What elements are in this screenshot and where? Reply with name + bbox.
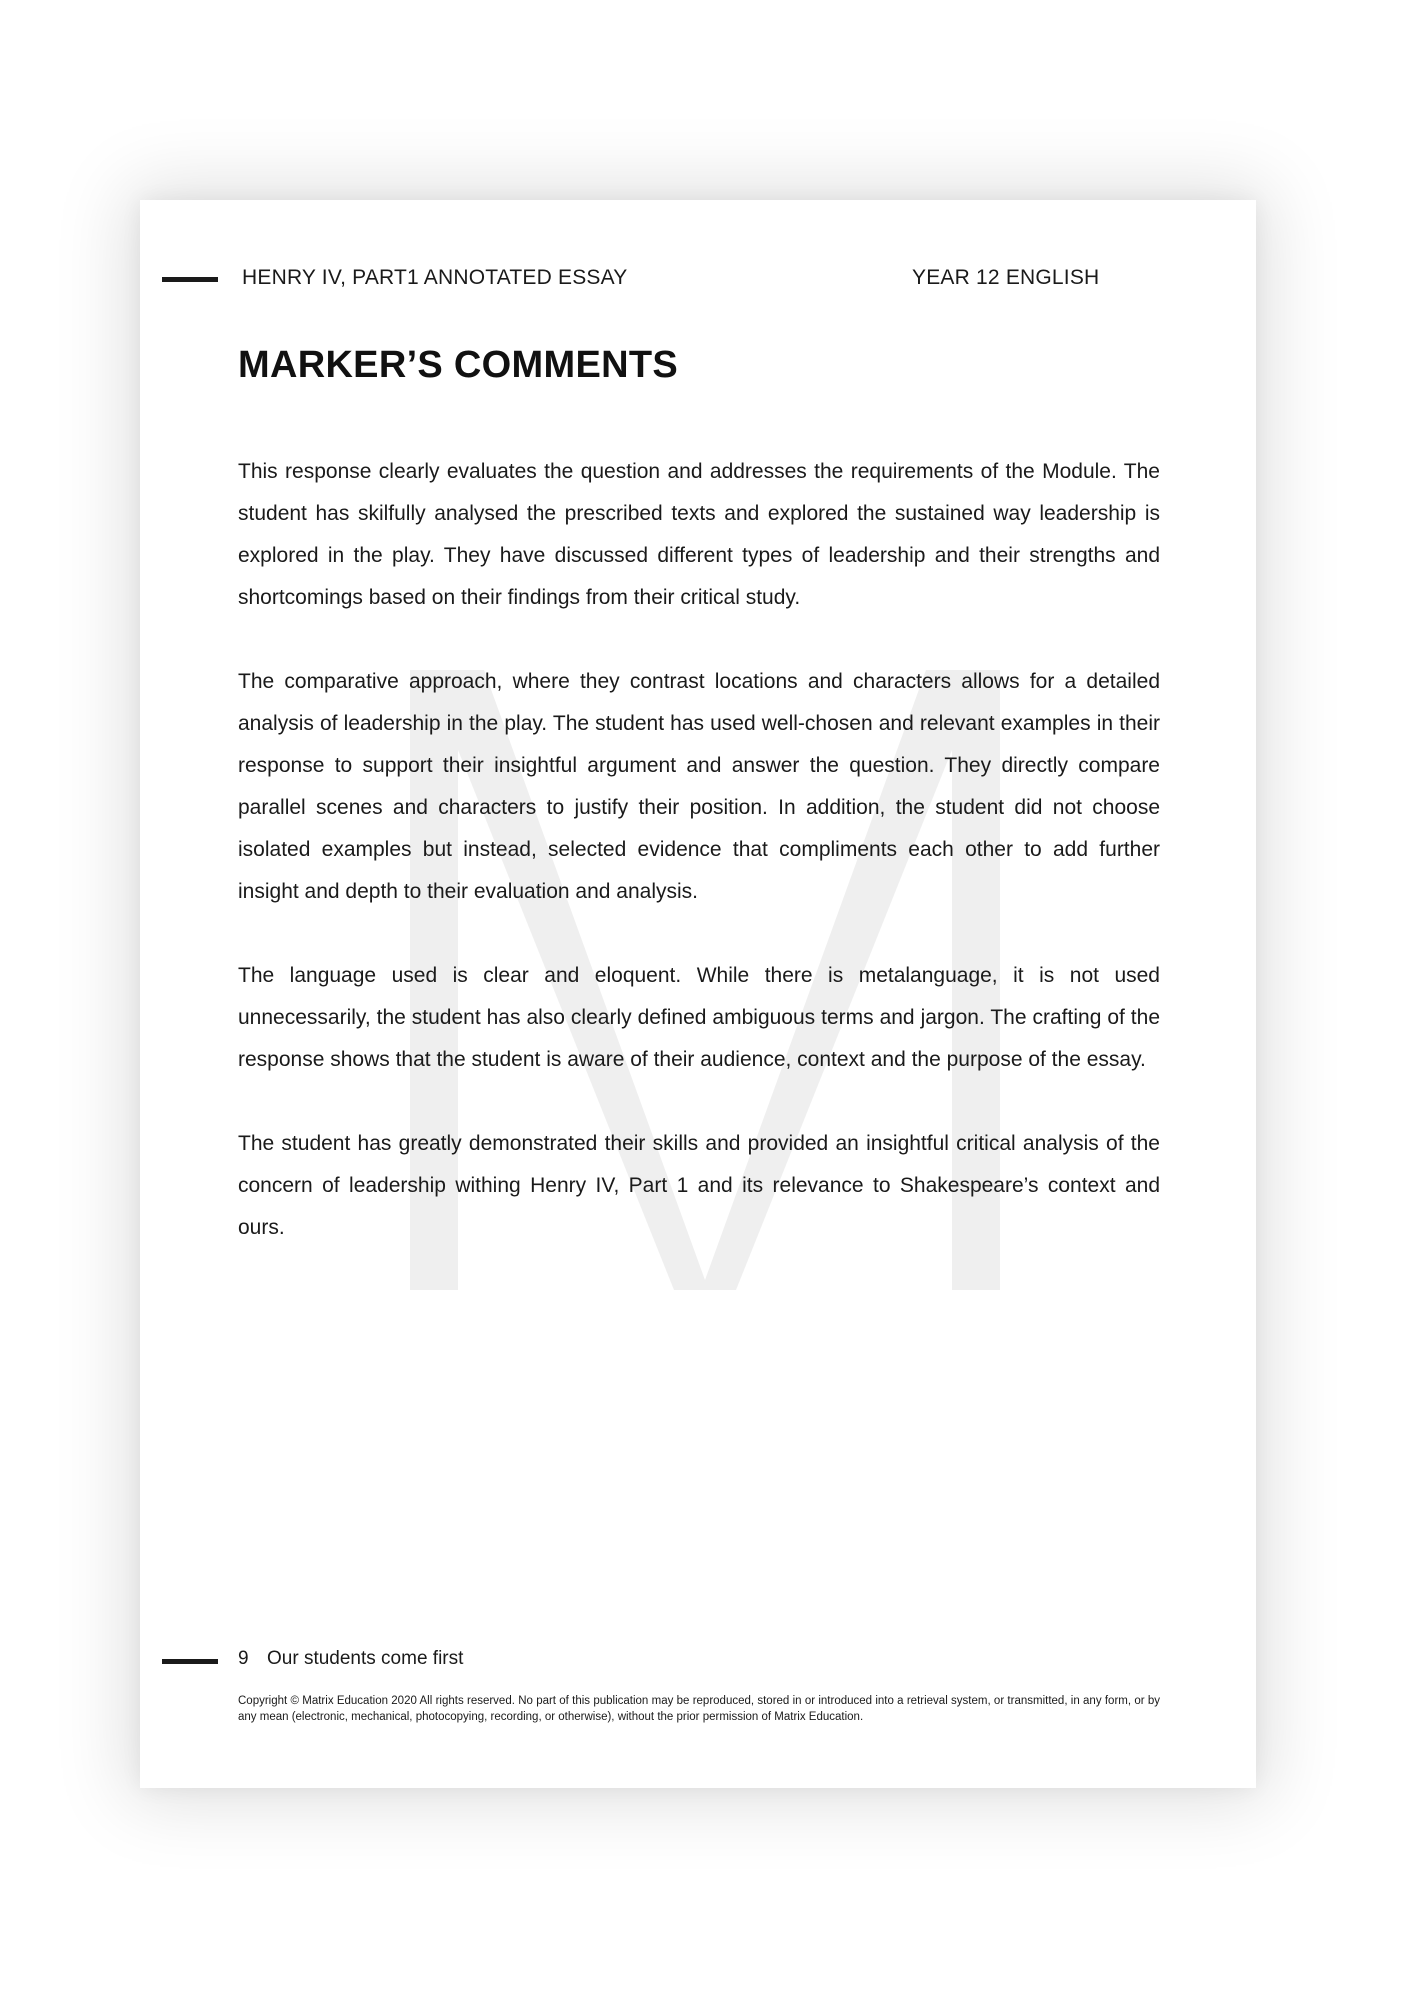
- header-document-title: HENRY IV, PART1 ANNOTATED ESSAY: [242, 266, 628, 289]
- comments-body: [238, 451, 1160, 1291]
- document-page: [140, 200, 1256, 1788]
- comment-paragraph: The language used is clear and eloquent. While there is metalanguage, it is not used unnecessarily, the student has also clearly defined ambiguous terms and jargon. The crafting of the response shows that the student is aware of their audience, context and the purpose of the essay.: [238, 964, 1160, 1071]
- comment-paragraph: The student has greatly demonstrated their skills and provided an insightful critical analysis of the concern of leadership withing Henry IV, Part 1 and its relevance to Shakespeare’s context and ours.: [238, 1132, 1160, 1239]
- comment-paragraph: The comparative approach, where they contrast locations and characters allows for a detailed analysis of leadership in the play. The student has used well-chosen and relevant examples in their response to support their insightful argument and answer the question. They directly compare parallel scenes and characters to justify their position. In addition, the student did not choose isolated examples but instead, selected evidence that compliments each other to add further insight and depth to their evaluation and analysis.: [238, 670, 1160, 903]
- header-course-label: YEAR 12 ENGLISH: [912, 266, 1100, 289]
- page-title: MARKER’S COMMENTS: [238, 344, 678, 386]
- header-rule: [162, 277, 218, 282]
- footer-rule: [162, 1659, 218, 1664]
- copyright-notice: Copyright © Matrix Education 2020 All rights reserved. No part of this publication may be reproduced, stored in or introduced into a retrieval system, or transmitted, in any form, or by any mean (electronic, mechanical, photocopying, recording, or otherwise), without the prior permission of Matrix Education.: [238, 1695, 1160, 1723]
- page-number: 9: [238, 1648, 249, 1669]
- comment-paragraph: This response clearly evaluates the question and addresses the requirements of the Module. The student has skilfully analysed the prescribed texts and explored the sustained way leadership is explored in the play. They have discussed different types of leadership and their strengths and shortcomings based on their findings from their critical study.: [238, 460, 1160, 609]
- footer-tagline: Our students come first: [267, 1648, 464, 1669]
